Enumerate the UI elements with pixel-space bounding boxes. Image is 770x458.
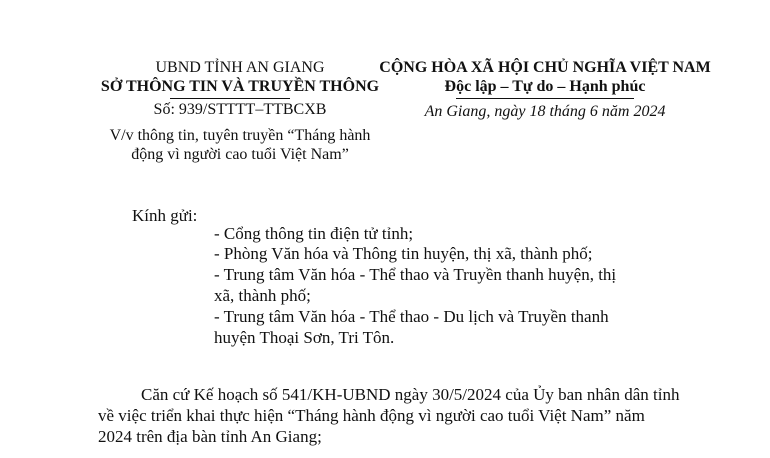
body-line: Căn cứ Kế hoạch số 541/KH-UBND ngày 30/5/2024 của Ủy ban nhân dân tỉnh xyxy=(141,385,680,404)
issuing-authority: UBND TỈNH AN GIANG xyxy=(155,59,325,76)
subject-line-1: V/v thông tin, tuyên truyền “Tháng hành xyxy=(109,127,371,144)
recipient-item: - Cổng thông tin điện tử tỉnh; xyxy=(214,224,414,243)
body-line: về việc triển khai thực hiện “Tháng hành động vì người cao tuổi Việt Nam” năm xyxy=(98,406,645,425)
body-line: 2024 trên địa bàn tỉnh An Giang; xyxy=(98,427,322,446)
issuing-department: SỞ THÔNG TIN VÀ TRUYỀN THÔNG xyxy=(100,78,380,95)
recipient-item: - Trung tâm Văn hóa - Thể thao và Truyền thanh huyện, thị xyxy=(214,265,617,284)
recipient-item: huyện Thoại Sơn, Tri Tôn. xyxy=(214,328,395,347)
recipient-item: - Phòng Văn hóa và Thông tin huyện, thị xã, thành phố; xyxy=(214,244,593,263)
place-and-date: An Giang, ngày 18 tháng 6 năm 2024 xyxy=(424,103,666,120)
subject-line-2: động vì người cao tuổi Việt Nam” xyxy=(131,146,349,163)
recipient-item: xã, thành phố; xyxy=(214,286,311,305)
motto-underline xyxy=(456,98,634,99)
recipient-item: - Trung tâm Văn hóa - Thể thao - Du lịch và Truyền thanh xyxy=(214,307,609,326)
department-underline xyxy=(170,98,290,99)
recipients-label: Kính gửi: xyxy=(132,206,198,225)
document-number: Số: 939/STTTT–TTBCXB xyxy=(153,101,327,118)
country-name: CỘNG HÒA XÃ HỘI CHỦ NGHĨA VIỆT NAM xyxy=(379,59,711,76)
national-motto: Độc lập – Tự do – Hạnh phúc xyxy=(444,78,646,95)
